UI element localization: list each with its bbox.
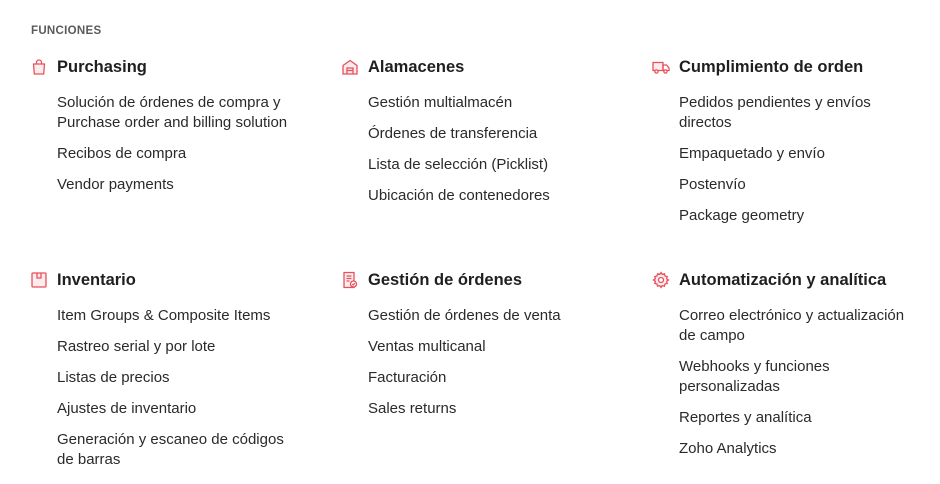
feature-link[interactable]: Gestión multialmacén [368, 94, 513, 111]
feature-link[interactable]: Sales returns [368, 400, 457, 417]
category-title-automatizacion[interactable]: Automatización y analítica [679, 270, 887, 289]
feature-link[interactable]: Empaquetado y envío [679, 145, 825, 162]
category-item-list [679, 93, 918, 226]
category-item-list [679, 306, 918, 459]
feature-link[interactable]: Rastreo serial y por lote [57, 338, 216, 355]
feature-link[interactable]: Item Groups & Composite Items [57, 307, 271, 324]
feature-link[interactable]: Generación y escaneo de códigos de barras [57, 431, 284, 468]
feature-link[interactable]: Package geometry [679, 207, 805, 224]
category-automatizacion [653, 270, 918, 470]
category-title-cumplimiento[interactable]: Cumplimiento de orden [679, 57, 864, 76]
feature-link[interactable]: Vendor payments [57, 176, 174, 193]
feature-link[interactable]: Ubicación de contenedores [368, 187, 550, 204]
feature-link[interactable]: Ajustes de inventario [57, 400, 197, 417]
category-gestion-ordenes [342, 270, 607, 430]
category-title-gestion-ordenes[interactable]: Gestión de órdenes [368, 270, 523, 289]
category-inventario [31, 270, 296, 481]
gear-icon [652, 271, 670, 289]
category-title-almacenes[interactable]: Alamacenes [368, 57, 465, 76]
category-almacenes [342, 57, 607, 217]
category-item-list [57, 93, 296, 195]
feature-link[interactable]: Recibos de compra [57, 145, 187, 162]
feature-link[interactable]: Facturación [368, 369, 447, 386]
feature-link[interactable]: Zoho Analytics [679, 440, 777, 457]
inventory-box-icon [30, 271, 48, 289]
category-title-inventario[interactable]: Inventario [57, 270, 136, 289]
feature-link[interactable]: Webhooks y funciones personalizadas [679, 358, 830, 395]
feature-link[interactable]: Órdenes de transferencia [368, 125, 538, 142]
feature-link[interactable]: Listas de precios [57, 369, 170, 386]
delivery-truck-icon [652, 58, 670, 76]
feature-link[interactable]: Postenvío [679, 176, 746, 193]
feature-link[interactable]: Solución de órdenes de compra y Purchase order and billing solution [57, 94, 288, 131]
category-purchasing [31, 57, 296, 206]
order-document-icon [341, 271, 359, 289]
section-label: FUNCIONES [31, 25, 102, 37]
feature-link[interactable]: Correo electrónico y actualización de campo [679, 307, 905, 344]
category-item-list [368, 93, 607, 206]
feature-link[interactable]: Lista de selección (Picklist) [368, 156, 549, 173]
feature-link[interactable]: Gestión de órdenes de venta [368, 307, 561, 324]
warehouse-icon [341, 58, 359, 76]
shopping-bag-icon [30, 58, 48, 76]
feature-link[interactable]: Ventas multicanal [368, 338, 486, 355]
feature-link[interactable]: Pedidos pendientes y envíos directos [679, 94, 871, 131]
category-item-list [57, 306, 296, 470]
category-item-list [368, 306, 607, 419]
category-title-purchasing[interactable]: Purchasing [57, 57, 147, 76]
feature-link[interactable]: Reportes y analítica [679, 409, 812, 426]
category-cumplimiento [653, 57, 918, 237]
